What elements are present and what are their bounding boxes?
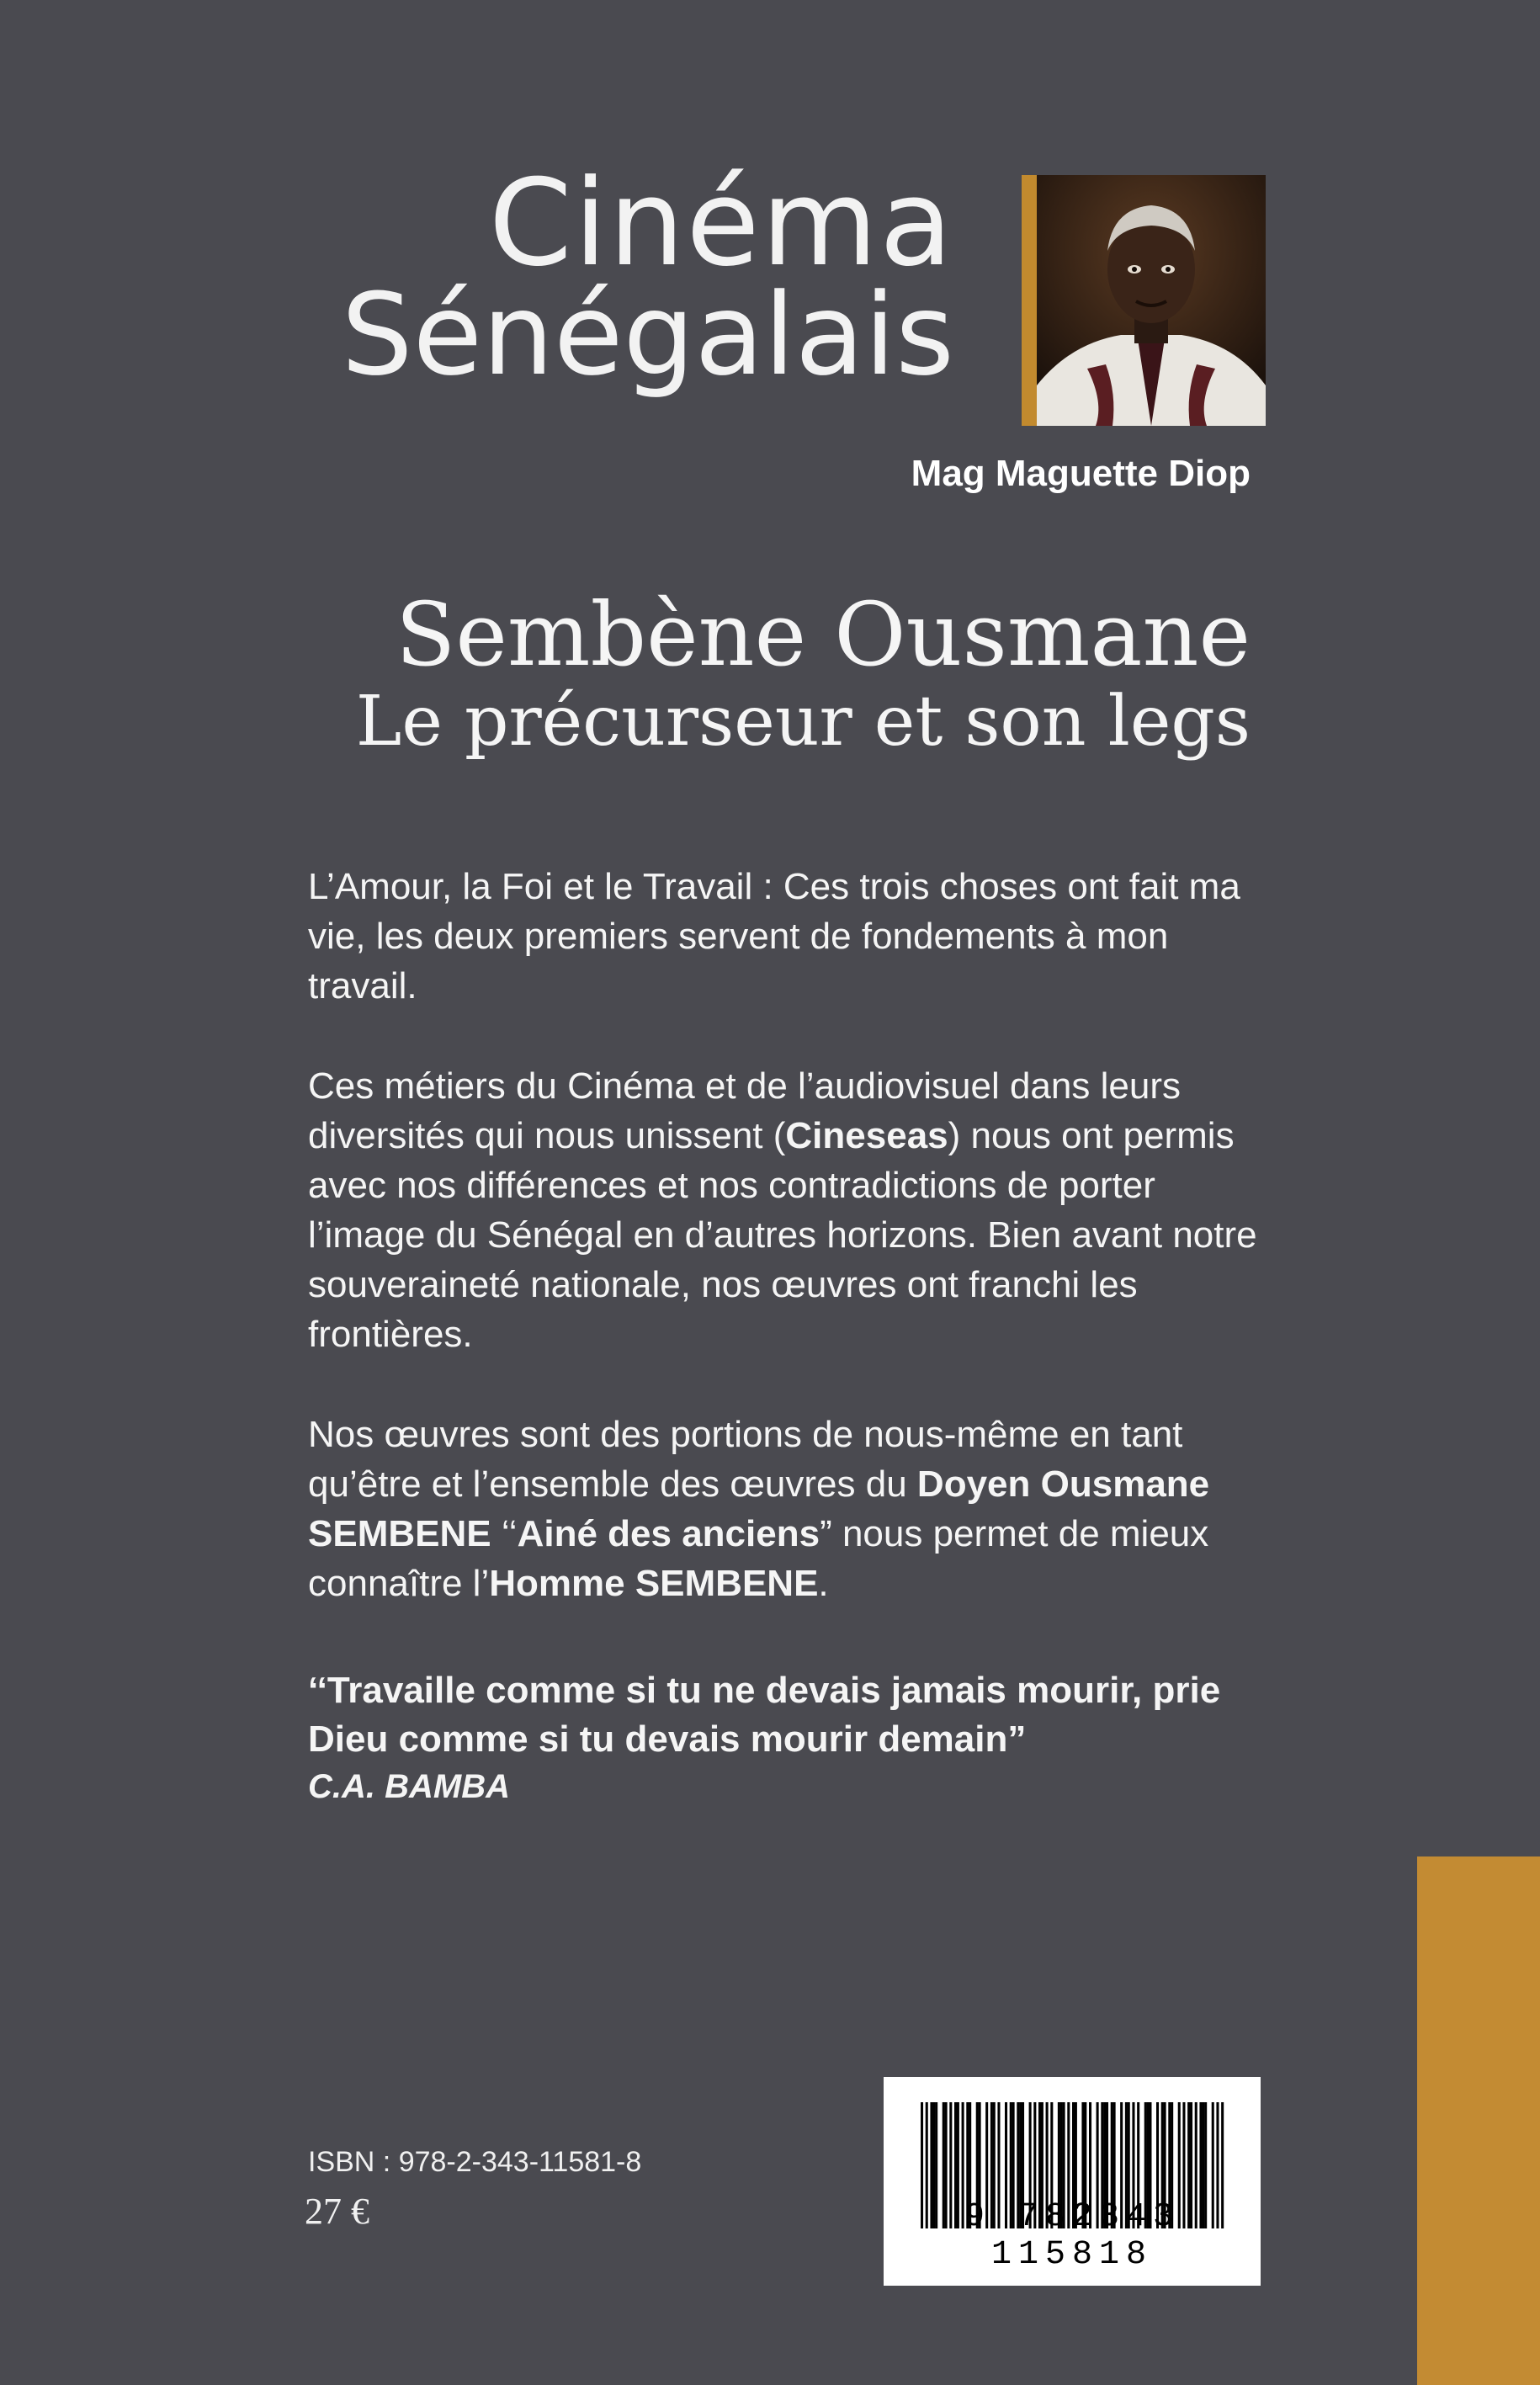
paragraph-3-text-g: .	[818, 1563, 829, 1604]
author-photo	[1037, 175, 1266, 426]
barcode	[884, 2077, 1261, 2286]
book-title-line1: Sembène Ousmane	[396, 583, 1251, 686]
epigraph-source: C.A. BAMBA	[308, 1768, 510, 1805]
isbn: ISBN : 978-2-343-11581-8	[308, 2146, 642, 2178]
price: 27 €	[305, 2191, 369, 2232]
epigraph-text: ‘‘Travaille comme si tu ne devais jamais mourir, prie Dieu comme si tu devais mourir demain”	[308, 1670, 1221, 1760]
series-title-line1: Cinéma	[488, 154, 954, 293]
paragraph-3-text-c: ‘‘	[491, 1513, 518, 1554]
author-name: Mag Maguette Diop	[911, 453, 1251, 494]
epigraph	[308, 1666, 1257, 1809]
book-subtitle: Le précurseur et son legs	[355, 682, 1251, 762]
paragraph-1: L’Amour, la Foi et le Travail : Ces trois choses ont fait ma vie, les deux premiers servent de fondements à mon travail.	[308, 866, 1240, 1007]
paragraph-3-bold-aine: Ainé des anciens	[517, 1513, 820, 1554]
book-title	[241, 583, 1251, 764]
back-cover-text	[308, 862, 1257, 1659]
paragraph-2	[308, 1061, 1257, 1359]
accent-band	[1417, 1856, 1540, 2385]
barcode-digits: 9 782343 115818	[964, 2198, 1181, 2274]
paragraph-3	[308, 1410, 1257, 1608]
author-portrait	[1022, 175, 1266, 426]
paragraph-2-bold: Cineseas	[785, 1115, 948, 1156]
paragraph-3-text-e: ” nous permet de mieux connaître l’	[308, 1513, 1209, 1604]
series-title-line2: Sénégalais	[341, 269, 954, 401]
paragraph-3-bold-homme: Homme SEMBENE	[489, 1563, 819, 1604]
paragraph-2-text-c: ) nous ont permis avec nos différences et nos contradictions de porter l’image du Sénégal en d’autres horizons. Bien avant notre souveraineté nationale, nos œuvres ont franchi les frontières.	[308, 1115, 1257, 1355]
paragraph-2-text-a: Ces métiers du Cinéma et de l’audiovisuel dans leurs diversités qui nous unissent (	[308, 1065, 1181, 1156]
paragraph-3-text-a: Nos œuvres sont des portions de nous-même en tant qu’être et l’ensemble des œuvres du	[308, 1414, 1183, 1505]
series-title	[197, 154, 954, 401]
paragraph-3-bold-doyen: Doyen Ousmane SEMBENE	[308, 1463, 1210, 1554]
